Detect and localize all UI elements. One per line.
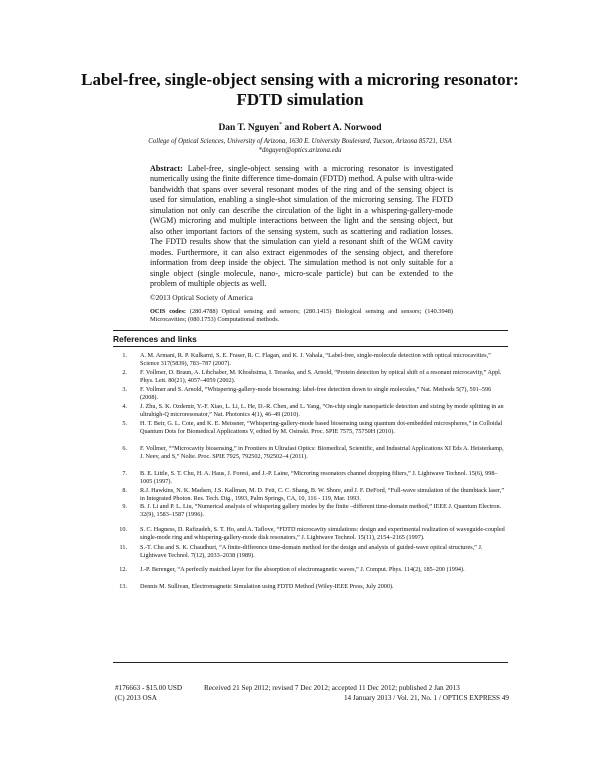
author-name-2: and Robert A. Norwood	[282, 123, 382, 134]
affiliation-address: College of Optical Sciences, University of Arizona, 1630 E. University Boulevard, Tucson, Arizona 85721, USA	[148, 138, 452, 145]
paper-title: Label-free, single-object sensing with a microring resonator: FDTD simulation	[81, 70, 519, 109]
article-price: #176663 - $15.00 USD	[115, 684, 183, 692]
reference-text: S. C. Hagness, D. Rafizadeh, S. T. Ho, and A. Taflove, “FDTD microcavity simulations: design and experimental realization of waveguide-coupled single-mode ring and whispering-gallery-mode disk resonators,” J. Lightwave Technol. 15(11), 2154–2165 (1997).	[140, 526, 505, 542]
abstract-text: Label-free, single-object sensing with a microring resonator is investigated numerically using the finite difference time-domain (FDTD) method. A pulse with ultra-wide bandwidth that spans over several resonant modes of the ring and of the sensing object is used for simulation, enabling a single-shot simulation of the microring sensing. The FDTD simulation not only can describe the circulation of the light in a whispering-gallery-mode (WGM) microring and multiple interactions between the light and the sensing object, but also other important factors of the sensing system, such as scattering and radiation losses. The FDTD results show that the simulation can yield a resonant shift of the WGM cavity modes. Furthermore, it can also extract eigenmodes of the sensing object, and therefore information from deep inside the object. The simulation method is not only suitable for a single object (single molecule, nano-, micro-scale particle) but can be extended to the problem of multiple objects as well.	[150, 164, 453, 288]
reference-number: 7.	[122, 470, 127, 477]
reference-number: 9.	[122, 503, 127, 510]
top-divider	[113, 330, 508, 331]
reference-text: B. J. Li and P. L. Liu, “Numerical analysis of whispering gallery modes by the finite –different time-domain method,” IEEE J. Quantum Electron. 32(9), 1583–1587 (1996).	[140, 503, 502, 519]
ocis-text: (280.4788) Optical sensing and sensors; (280.1415) Biological sensing and sensors; (140.3948) Microcavities; (080.1753) Computational methods.	[150, 308, 453, 323]
reference-number: 11.	[119, 544, 127, 551]
corresponding-author-mark: *	[279, 122, 283, 128]
reference-text: J. Zhu, S. K. Ozdemir, Y.-F. Xiao, L. Li, L. He, D.-R. Chen, and L. Yang, “On-chip single nanoparticle detection and sizing by mode splitting in an ultrahigh-Q microresonator,” Nat. Photonics 4(1), 46–49 (2010).	[140, 403, 504, 419]
reference-text: B. E. Little, S. T. Chu, H. A. Haus, J. Foresi, and J.-P. Laine, “Microring resonators channel dropping filters,” J. Lightwave Technol. 15(6), 998–1005 (1997).	[140, 470, 498, 486]
affiliation	[80, 137, 520, 155]
reference-text: F. Vollmer, D. Braun, A. Libchaber, M. Khoshsima, I. Teraoka, and S. Arnold, “Protein detection by optical shift of a resonant microcavity,” Appl. Phys. Lett. 80(21), 4057–4059 (2002).	[140, 369, 502, 385]
heading-divider	[113, 346, 508, 347]
article-dates: Received 21 Sep 2012; revised 7 Dec 2012; accepted 11 Dec 2012; published 2 Jan 2013	[204, 684, 460, 692]
reference-number: 10.	[119, 526, 127, 533]
author-email: *dnguyen@optics.arizona.edu	[258, 147, 342, 154]
reference-text: H. T. Beir, G. L. Cote, and K. E. Meissner, “Whispering-gallery-mode based biosensing using quantum dot-embedded microspheres,” in Colloidal Quantum Dots for Biomedical Applications V, edited by M. Osinski. Proc. SPIE 7575, 75750H (2010).	[140, 420, 503, 436]
reference-text: S.-T. Chu and S. K. Chaudhuri, “A finite-difference time-domain method for the design and analysis of guided-wave optical structures,” J. Lightwave Technol. 7(12), 2033–2038 (1989).	[140, 544, 483, 560]
reference-number: 5.	[122, 420, 127, 427]
reference-text: Dennis M. Sullivan, Electromagnetic Simulation using FDTD Method (Wiley-IEEE Press, July 2000).	[140, 583, 394, 590]
journal-citation: 14 January 2013 / Vol. 21, No. 1 / OPTICS EXPRESS 49	[343, 694, 509, 702]
author-name: Dan T. Nguyen	[218, 123, 280, 134]
author-line	[60, 122, 540, 133]
ocis-codes	[150, 308, 453, 324]
osa-footer-copyright: (C) 2013 OSA	[115, 694, 157, 702]
abstract-label: Abstract:	[150, 164, 183, 173]
reference-text: R.J. Hawkins, N. K. Madsen, J.S. Kallman, M. D. Feit, C. C. Shang, B. W. Shore, and J. F. DeFord, “Full-wave simulation of the thumbtack laser,” in Integrated Photon. Res. Tech. Dig., 1993, Palm Springs, CA, 10, 116 - 119, Mar. 1993.	[140, 487, 505, 503]
reference-text: A. M. Armani, R. P. Kulkarni, S. E. Fraser, R. C. Flagan, and K. J. Vahala, “Label-free, single-molecule detection with optical microcavities,” Science 317(5839), 783–787 (2007).	[140, 352, 491, 368]
reference-number: 1.	[122, 352, 127, 359]
bottom-divider	[113, 662, 508, 663]
ocis-label: OCIS codes:	[150, 308, 187, 315]
reference-text: F. Vollmer, ““Microcavity biosensing,” in Frontiers in Ultrafast Optics: Biomedical, Scientific, and Industrial Applications XI Eds A. Heisterkamp, J. Neev, and S,” Nolte. Proc. SPIE 7925, 792502, 792502–4 (2011).	[140, 445, 504, 461]
reference-number: 6.	[122, 445, 127, 452]
reference-text: J.-P. Berenger, “A perfectly matched layer for the absorption of electromagnetic waves,” J. Comput. Phys. 114(2), 185–200 (1994).	[140, 566, 465, 573]
reference-number: 4.	[122, 403, 127, 410]
reference-number: 8.	[122, 487, 127, 494]
abstract	[150, 164, 453, 289]
references-heading: References and links	[113, 334, 197, 344]
osa-copyright: ©2013 Optical Society of America	[150, 293, 253, 302]
reference-text: F. Vollmer and S. Arnold, “Whispering-gallery-mode biosensing: label-free detection down to single molecules,” Nat. Methods 5(7), 591–596 (2008).	[140, 386, 492, 402]
reference-number: 12.	[119, 566, 127, 573]
reference-number: 2.	[122, 369, 127, 376]
reference-number: 13.	[119, 583, 127, 590]
reference-number: 3.	[122, 386, 127, 393]
